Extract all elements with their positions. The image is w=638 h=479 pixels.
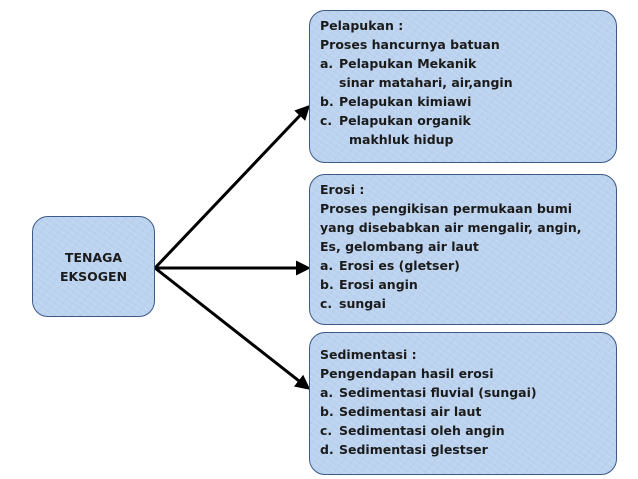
erosi-box (309, 174, 617, 325)
item-text: Erosi angin (339, 277, 418, 292)
box-description: Es, gelombang air laut (320, 239, 479, 254)
item-text: Sedimentasi air laut (339, 404, 482, 419)
box-description: Proses pengikisan permukaan bumi (320, 201, 573, 216)
box-description: Pengendapan hasil erosi (320, 366, 494, 381)
list-item (320, 275, 608, 294)
list-item (320, 440, 608, 459)
item-label: b. (320, 94, 334, 109)
item-label: c. (320, 296, 333, 311)
item-label: c. (320, 113, 333, 128)
box-description: yang disebabkan air mengalir, angin, (320, 220, 582, 235)
box-title: Erosi : (320, 182, 365, 197)
item-label: c. (320, 423, 333, 438)
main-line-2: EKSOGEN (59, 268, 128, 284)
item-label: a. (320, 385, 334, 400)
item-label: a. (320, 56, 334, 71)
list-item (320, 256, 608, 275)
box-title: Pelapukan : (320, 18, 404, 33)
sedimentasi-box (309, 332, 617, 475)
pelapukan-box (309, 10, 617, 163)
item-text: sungai (339, 296, 386, 311)
arrow-to-sedimentasi (155, 268, 308, 388)
item-label: a. (320, 258, 334, 273)
item-text: Pelapukan Mekanik (339, 56, 477, 71)
list-item (320, 54, 608, 73)
item-text: Sedimentasi glestser (339, 442, 488, 457)
item-continuation: makhluk hidup (349, 132, 454, 147)
box-title: Sedimentasi : (320, 347, 417, 362)
item-text: Pelapukan organik (339, 113, 471, 128)
list-item (320, 421, 608, 440)
list-item (320, 402, 608, 421)
list-item (320, 92, 608, 111)
item-text: Pelapukan kimiawi (339, 94, 472, 109)
arrow-to-pelapukan (155, 107, 308, 268)
item-text: Sedimentasi fluvial (sungai) (339, 385, 537, 400)
tenaga-eksogen-box (32, 216, 155, 317)
list-item (320, 383, 608, 402)
list-item (320, 294, 608, 313)
box-description: Proses hancurnya batuan (320, 37, 500, 52)
list-item (320, 111, 608, 130)
item-label: b. (320, 404, 334, 419)
item-continuation: sinar matahari, air,angin (339, 75, 513, 90)
item-text: Sedimentasi oleh angin (339, 423, 505, 438)
main-line-1: TENAGA (64, 249, 123, 265)
item-label: b. (320, 277, 334, 292)
item-text: Erosi es (gletser) (339, 258, 460, 273)
item-label: d. (320, 442, 334, 457)
